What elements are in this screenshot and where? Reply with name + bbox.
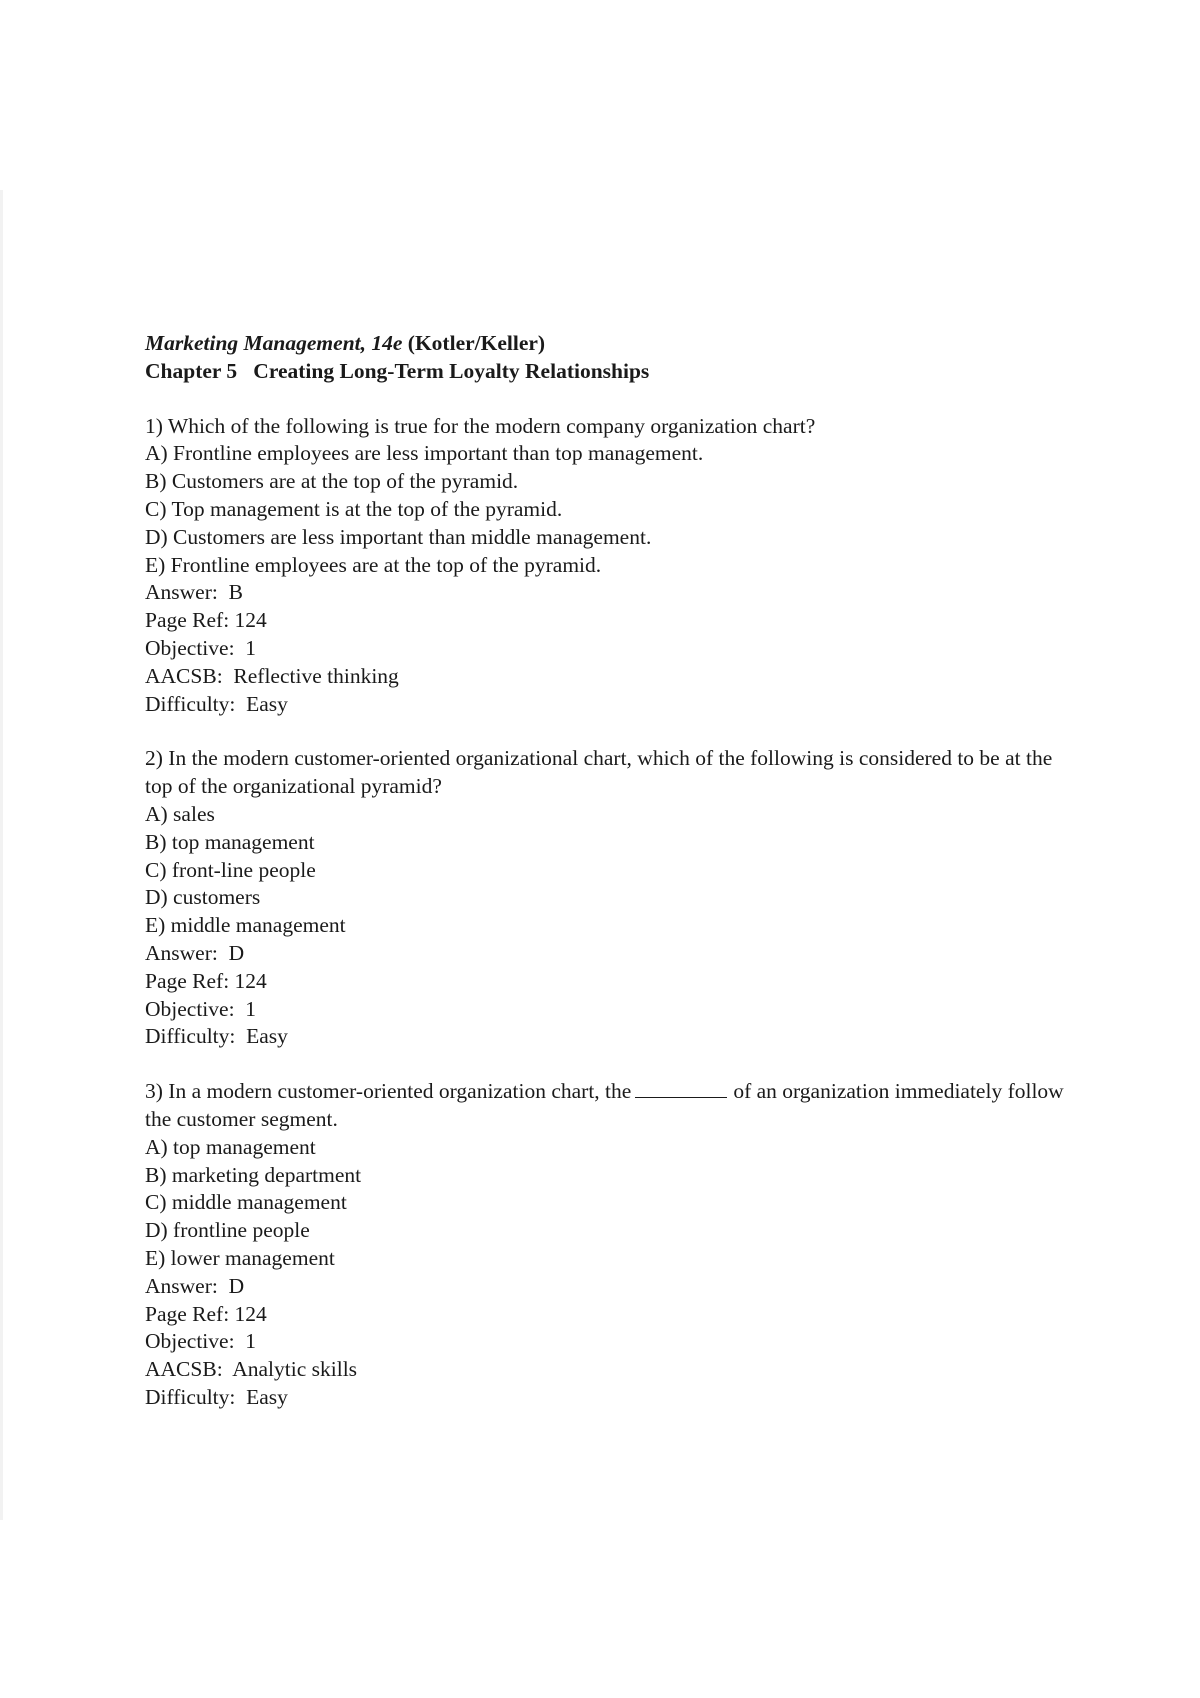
book-authors: (Kotler/Keller) (402, 331, 546, 355)
page-edge-shadow (0, 190, 3, 1520)
option-c: C) middle management (145, 1190, 347, 1215)
option-b: B) top management (145, 829, 315, 854)
page-ref: Page Ref: 124 (145, 1301, 267, 1326)
difficulty: Difficulty: Easy (145, 1024, 288, 1049)
objective: Objective: 1 (145, 996, 257, 1021)
option-d: D) customers (145, 885, 261, 910)
page-ref: Page Ref: 124 (145, 968, 267, 993)
question-1 (145, 413, 1085, 719)
answer: Answer: D (145, 940, 245, 965)
answer: Answer: D (145, 1273, 245, 1298)
page-ref: Page Ref: 124 (145, 608, 267, 633)
question-2 (145, 745, 1085, 1051)
difficulty: Difficulty: Easy (145, 691, 288, 716)
option-a: A) top management (145, 1134, 316, 1159)
option-c: C) front-line people (145, 857, 316, 882)
option-e: E) middle management (145, 913, 346, 938)
question-3 (145, 1078, 1085, 1412)
answer: Answer: B (145, 580, 243, 605)
option-d: D) Customers are less important than middle management. (145, 524, 652, 549)
fill-in-blank (635, 1079, 727, 1098)
question-stem (145, 1078, 1085, 1134)
option-d: D) frontline people (145, 1218, 310, 1243)
option-b: B) marketing department (145, 1162, 362, 1187)
stem-before-blank: 3) In a modern customer-oriented organization chart, the (145, 1079, 632, 1104)
test-bank-page (145, 330, 1085, 1412)
question-stem: 2) In the modern customer-oriented organizational chart, which of the following is considered to be at the top of the organizational pyramid? (145, 746, 1053, 799)
aacsb: AACSB: Reflective thinking (145, 663, 399, 688)
option-e: E) lower management (145, 1245, 335, 1270)
objective: Objective: 1 (145, 1329, 257, 1354)
option-b: B) Customers are at the top of the pyramid. (145, 469, 519, 494)
book-header (145, 330, 1085, 358)
book-title: Marketing Management, 14e (145, 331, 403, 355)
aacsb: AACSB: Analytic skills (145, 1357, 358, 1382)
question-stem: 1) Which of the following is true for the modern company organization chart? (145, 413, 816, 438)
stem-after-blank: of an organization immediately follow the customer segment. (145, 1079, 1064, 1131)
option-c: C) Top management is at the top of the pyramid. (145, 496, 563, 521)
option-a: A) sales (145, 801, 215, 826)
difficulty: Difficulty: Easy (145, 1384, 288, 1409)
option-e: E) Frontline employees are at the top of the pyramid. (145, 552, 602, 577)
objective: Objective: 1 (145, 635, 257, 660)
chapter-title: Chapter 5 Creating Long-Term Loyalty Relationships (145, 358, 650, 383)
option-a: A) Frontline employees are less important than top management. (145, 441, 704, 466)
